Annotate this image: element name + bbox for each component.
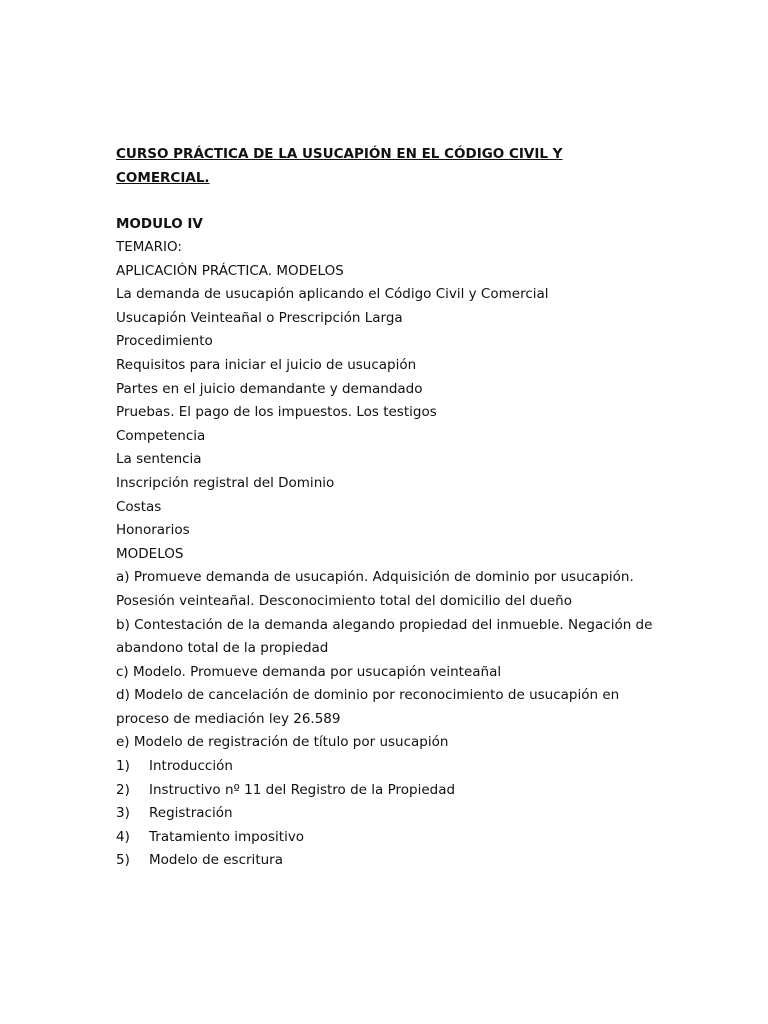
numbered-item [116,755,676,779]
text-line: Usucapión Veinteañal o Prescripción Larga [116,309,403,326]
text-line: c) Modelo. Promueve demanda por usucapión veinteañal [116,663,502,680]
item-number: 2) [116,781,130,798]
text-line: MODELOS [116,545,184,562]
text-line: Requisitos para iniciar el juicio de usucapión [116,356,417,373]
text-line: Inscripción registral del Dominio [116,474,335,491]
text-line: Pruebas. El pago de los impuestos. Los testigos [116,404,437,421]
text-line: APLICACIÓN PRÁCTICA. MODELOS [116,262,344,279]
item-text: Modelo de escritura [149,852,283,869]
module-heading: MODULO IV [116,216,203,232]
text-line: Honorarios [116,522,190,539]
text-line: TEMARIO: [116,239,182,255]
text-line: d) Modelo de cancelación de dominio por reconocimiento de usucapión en [116,687,620,704]
item-text: Registración [149,805,233,822]
numbered-item [116,802,676,826]
text-line: proceso de mediación ley 26.589 [116,710,341,727]
text-line: a) Promueve demanda de usucapión. Adquisición de dominio por usucapión. [116,569,634,586]
item-number: 4) [116,828,130,845]
text-line: Costas [116,498,162,515]
course-title-line-2: COMERCIAL. [116,170,210,186]
item-number: 1) [116,758,130,775]
text-line: abandono total de la propiedad [116,640,329,657]
numbered-item [116,826,676,850]
item-text: Introducción [149,758,233,775]
item-number: 3) [116,805,130,822]
item-text: Instructivo nº 11 del Registro de la Propiedad [149,781,456,798]
numbered-item [116,849,676,873]
document-content [116,142,676,873]
text-line: Partes en el juicio demandante y demandado [116,380,423,397]
text-line: b) Contestación de la demanda alegando propiedad del inmueble. Negación de [116,616,653,633]
course-title-line-1: CURSO PRÁCTICA DE LA USUCAPIÓN EN EL CÓDIGO CIVIL Y [116,146,563,162]
text-line: La sentencia [116,451,202,468]
item-number: 5) [116,852,130,869]
text-line: Procedimiento [116,333,213,350]
item-text: Tratamiento impositivo [149,828,305,845]
text-line: e) Modelo de registración de título por usucapión [116,734,449,751]
numbered-item [116,779,676,803]
text-line: Posesión veinteañal. Desconocimiento total del domicilio del dueño [116,592,572,609]
text-line: La demanda de usucapión aplicando el Código Civil y Comercial [116,286,549,303]
text-line: Competencia [116,427,206,444]
